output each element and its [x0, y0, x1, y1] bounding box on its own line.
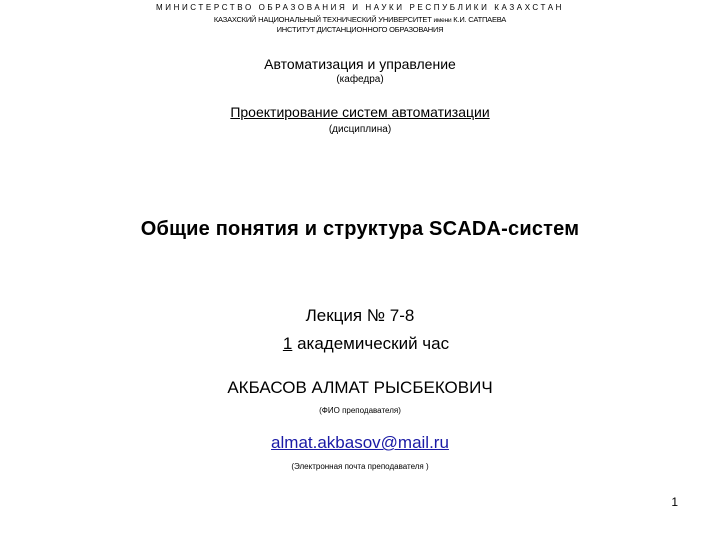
email-caption: (Электронная почта преподавателя ): [291, 462, 429, 471]
department-caption: (кафедра): [336, 74, 384, 85]
discipline-caption: (дисциплина): [328, 124, 392, 135]
university-name: К.И. САТПАЕВА: [453, 15, 507, 24]
email-row: [0, 433, 720, 453]
university-name-prefix: имени: [433, 17, 452, 24]
ministry-header: МИНИСТЕРСТВО ОБРАЗОВАНИЯ И НАУКИ РЕСПУБЛИКИ КАЗАХСТАН: [155, 3, 565, 12]
hours-text: академический час: [297, 334, 450, 353]
department-name: Автоматизация и управление: [264, 56, 456, 72]
lecture-hours: [0, 334, 720, 354]
university-header: [0, 15, 720, 24]
page-number: 1: [671, 495, 678, 509]
institute-header: ИНСТИТУТ ДИСТАНЦИОННОГО ОБРАЗОВАНИЯ: [276, 25, 444, 34]
lecture-title: Общие понятия и структура SCADA-систем: [140, 218, 580, 240]
author-name: АКБАСОВ АЛМАТ РЫСБЕКОВИЧ: [227, 378, 493, 397]
discipline-name: Проектирование систем автоматизации: [230, 104, 490, 120]
hours-number: 1: [282, 334, 293, 353]
discipline-line: [0, 104, 720, 120]
university-main: КАЗАХСКИЙ НАЦИОНАЛЬНЫЙ ТЕХНИЧЕСКИЙ УНИВЕРСИТЕТ: [213, 15, 432, 24]
author-email-link[interactable]: almat.akbasov@mail.ru: [271, 433, 449, 452]
author-caption: (ФИО преподавателя): [319, 406, 401, 415]
lecture-number: Лекция № 7-8: [305, 306, 415, 325]
